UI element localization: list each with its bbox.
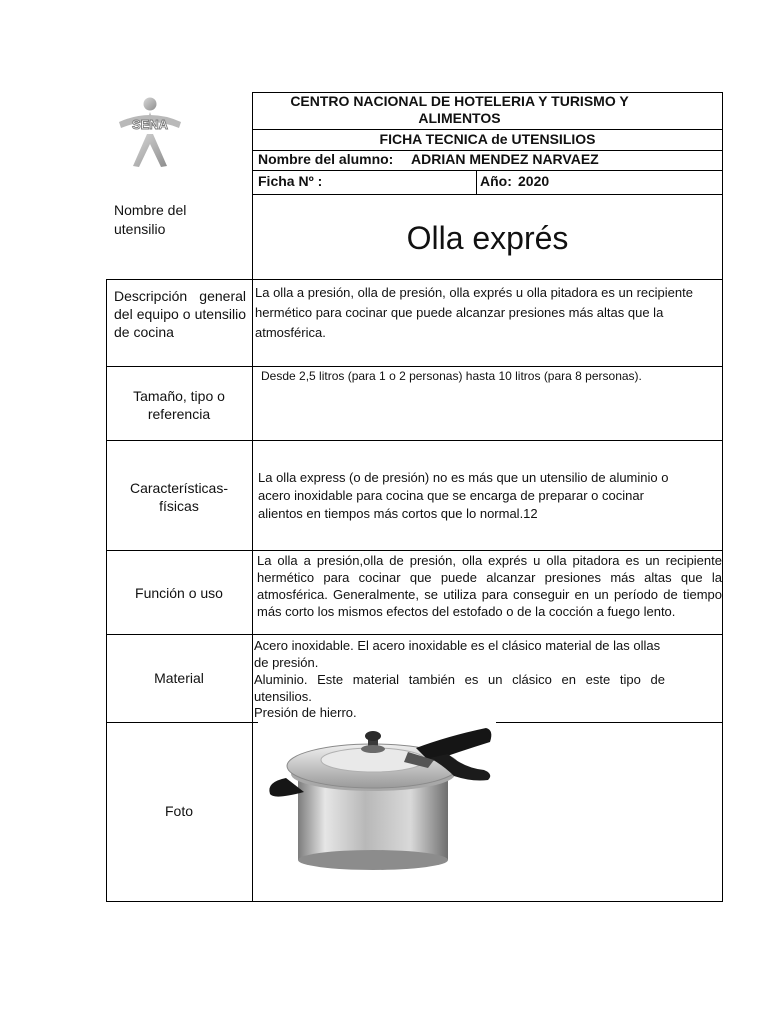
table-border [106,634,723,635]
year-value: 2020 [518,173,550,189]
table-border [106,279,723,280]
year-label: Año: [480,173,512,189]
material-label: Material [154,670,204,686]
foto-label: Foto [164,803,193,819]
utensil-label: Nombre del utensilio [114,202,187,237]
funcion-value: La olla a presión,olla de presión, olla exprés u olla pitadora es un recipiente hermético para cocinar que puede alcanzar presiones más altas que la atmosférica. Generalmente, se utiliza para conseguir en un período de tiempo más corto los mismos efectos del estofado o de la cocción a fuego lento. [257,553,722,619]
table-border [476,170,477,195]
sena-logo [112,96,188,170]
utensil-name: Olla exprés [406,220,569,256]
tamano-label: Tamaño, tipo o referencia [133,388,225,422]
caracteristicas-value: La olla express (o de presión) no es más que un utensilio de aluminio o acero inoxidable para cocina que se encarga de preparar o cocinar alientos en tiempos más cortos que lo normal.12 [258,470,669,521]
descripcion-value: La olla a presión, olla de presión, olla exprés u olla pitadora es un recipiente hermético para cocinar que puede alcanzar presiones más altas que la atmosférica. [255,285,693,340]
material-value-1: Acero inoxidable. El acero inoxidable es el clásico material de las ollas de presión. [254,638,661,670]
svg-text:SENA: SENA [131,117,169,132]
material-value-2: Aluminio. Este material también es un clásico en este tipo de utensilios. [254,672,665,704]
caracteristicas-label: Características-físicas [129,480,229,514]
table-border [252,92,253,902]
table-border [106,440,723,441]
table-border [106,550,723,551]
ficha-label: Ficha Nº : [258,173,323,189]
funcion-label: Función o uso [135,585,223,601]
table-border [106,901,723,902]
descripcion-label: Descripción general del equipo o utensilio de cocina [114,288,246,340]
table-border [252,194,723,195]
pressure-cooker-illustration [258,722,496,876]
form-title: FICHA TECNICA de UTENSILIOS [379,131,596,147]
table-border [106,279,107,902]
pressure-cooker-image [258,722,496,876]
table-border [106,366,723,367]
student-name: ADRIAN MENDEZ NARVAEZ [411,151,599,167]
table-border [252,129,723,130]
material-value-3: Presión de hierro. [254,705,357,720]
tamano-value: Desde 2,5 litros (para 1 o 2 personas) hasta 10 litros (para 8 personas). [261,369,642,383]
student-label: Nombre del alumno: [258,151,394,167]
table-border [722,92,723,902]
table-border [252,170,723,171]
institution-title: CENTRO NACIONAL DE HOTELERIA Y TURISMO Y ALIMENTOS [290,93,629,126]
